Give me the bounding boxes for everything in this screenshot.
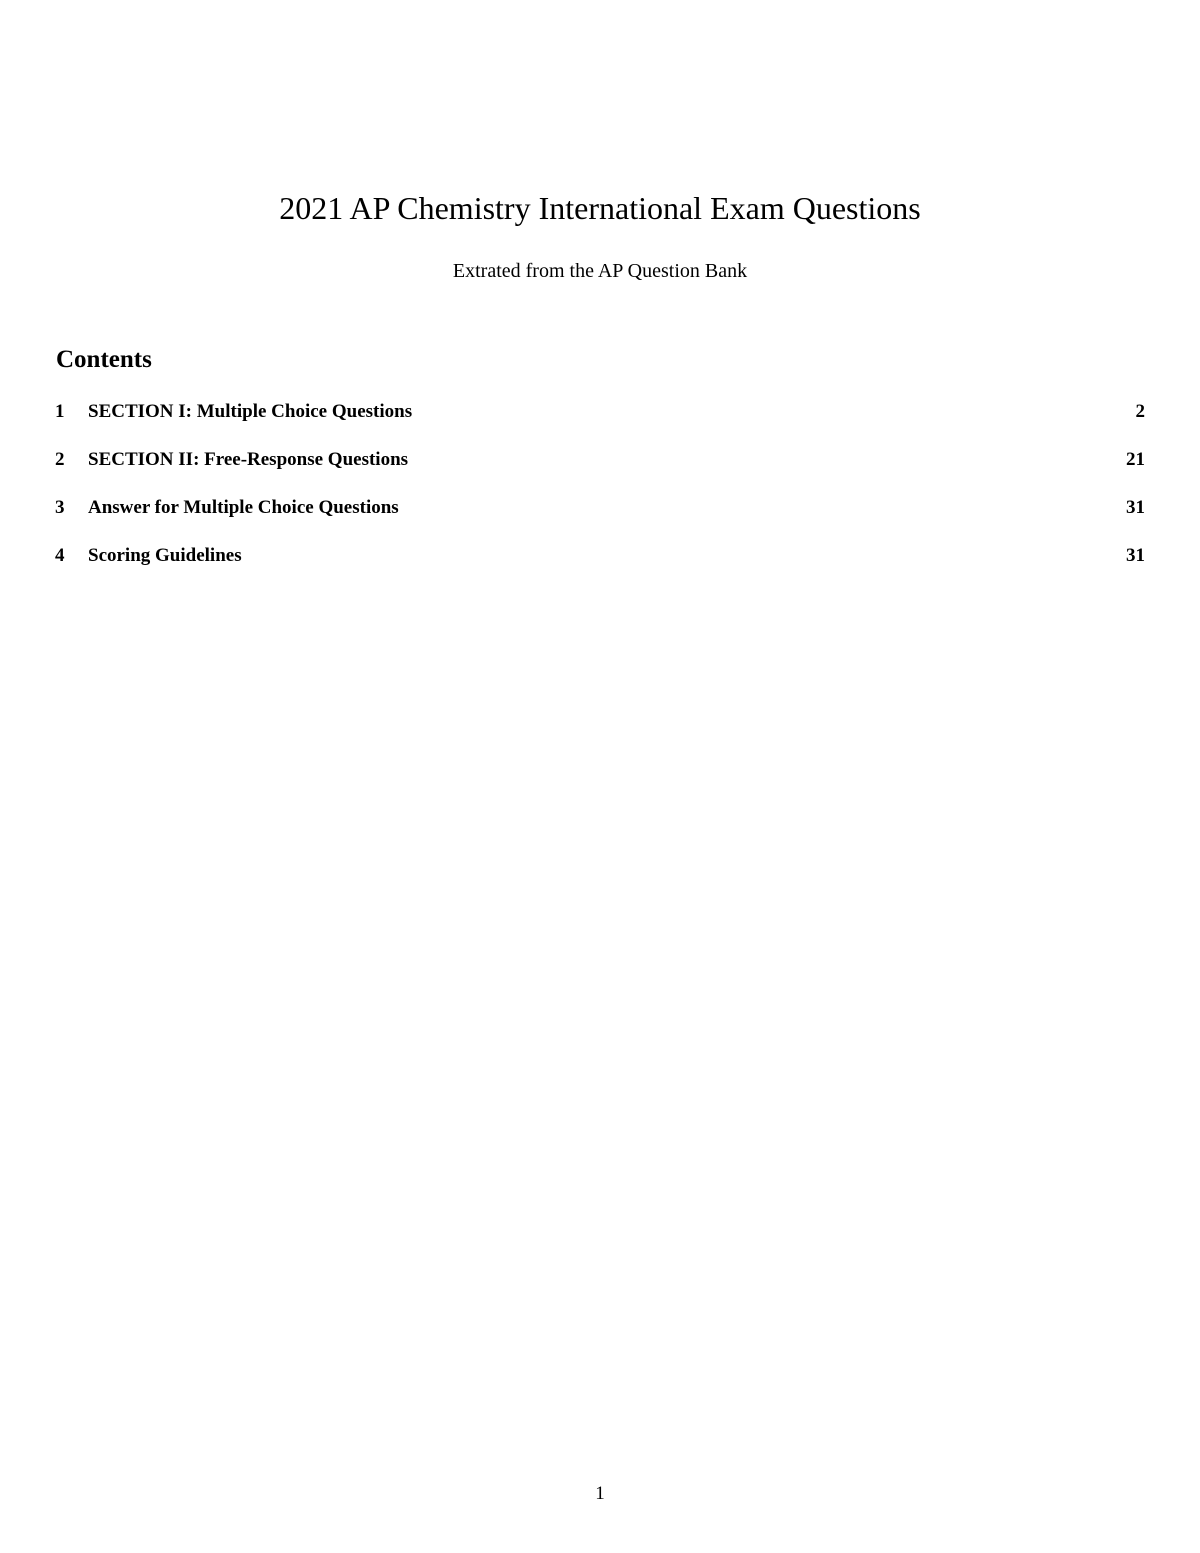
toc-entry-number: 1	[55, 401, 65, 422]
toc-entry-number: 3	[55, 497, 65, 518]
toc-entry-number: 4	[55, 545, 65, 566]
toc-heading: Contents	[56, 346, 152, 373]
toc-entry-page: 2	[1135, 401, 1145, 422]
page-number: 1	[595, 1483, 605, 1504]
toc-entry-title: Scoring Guidelines	[88, 545, 242, 566]
document-title: 2021 AP Chemistry International Exam Questions	[279, 190, 921, 226]
toc-entry-page: 31	[1126, 545, 1145, 566]
toc-entry-title: SECTION II: Free-Response Questions	[88, 449, 409, 470]
toc-entry-number: 2	[55, 449, 65, 470]
toc-entry-title: SECTION I: Multiple Choice Questions	[88, 401, 413, 422]
toc-entry-page: 21	[1126, 449, 1145, 470]
document-subtitle: Extrated from the AP Question Bank	[452, 260, 748, 282]
toc-entry-section-2[interactable]	[55, 446, 1145, 494]
table-of-contents	[55, 398, 1145, 590]
toc-entry-section-1[interactable]	[55, 398, 1145, 446]
toc-entry-section-4[interactable]	[55, 542, 1145, 590]
toc-entry-title: Answer for Multiple Choice Questions	[88, 497, 399, 518]
toc-entry-section-3[interactable]	[55, 494, 1145, 542]
toc-entry-page: 31	[1126, 497, 1145, 518]
